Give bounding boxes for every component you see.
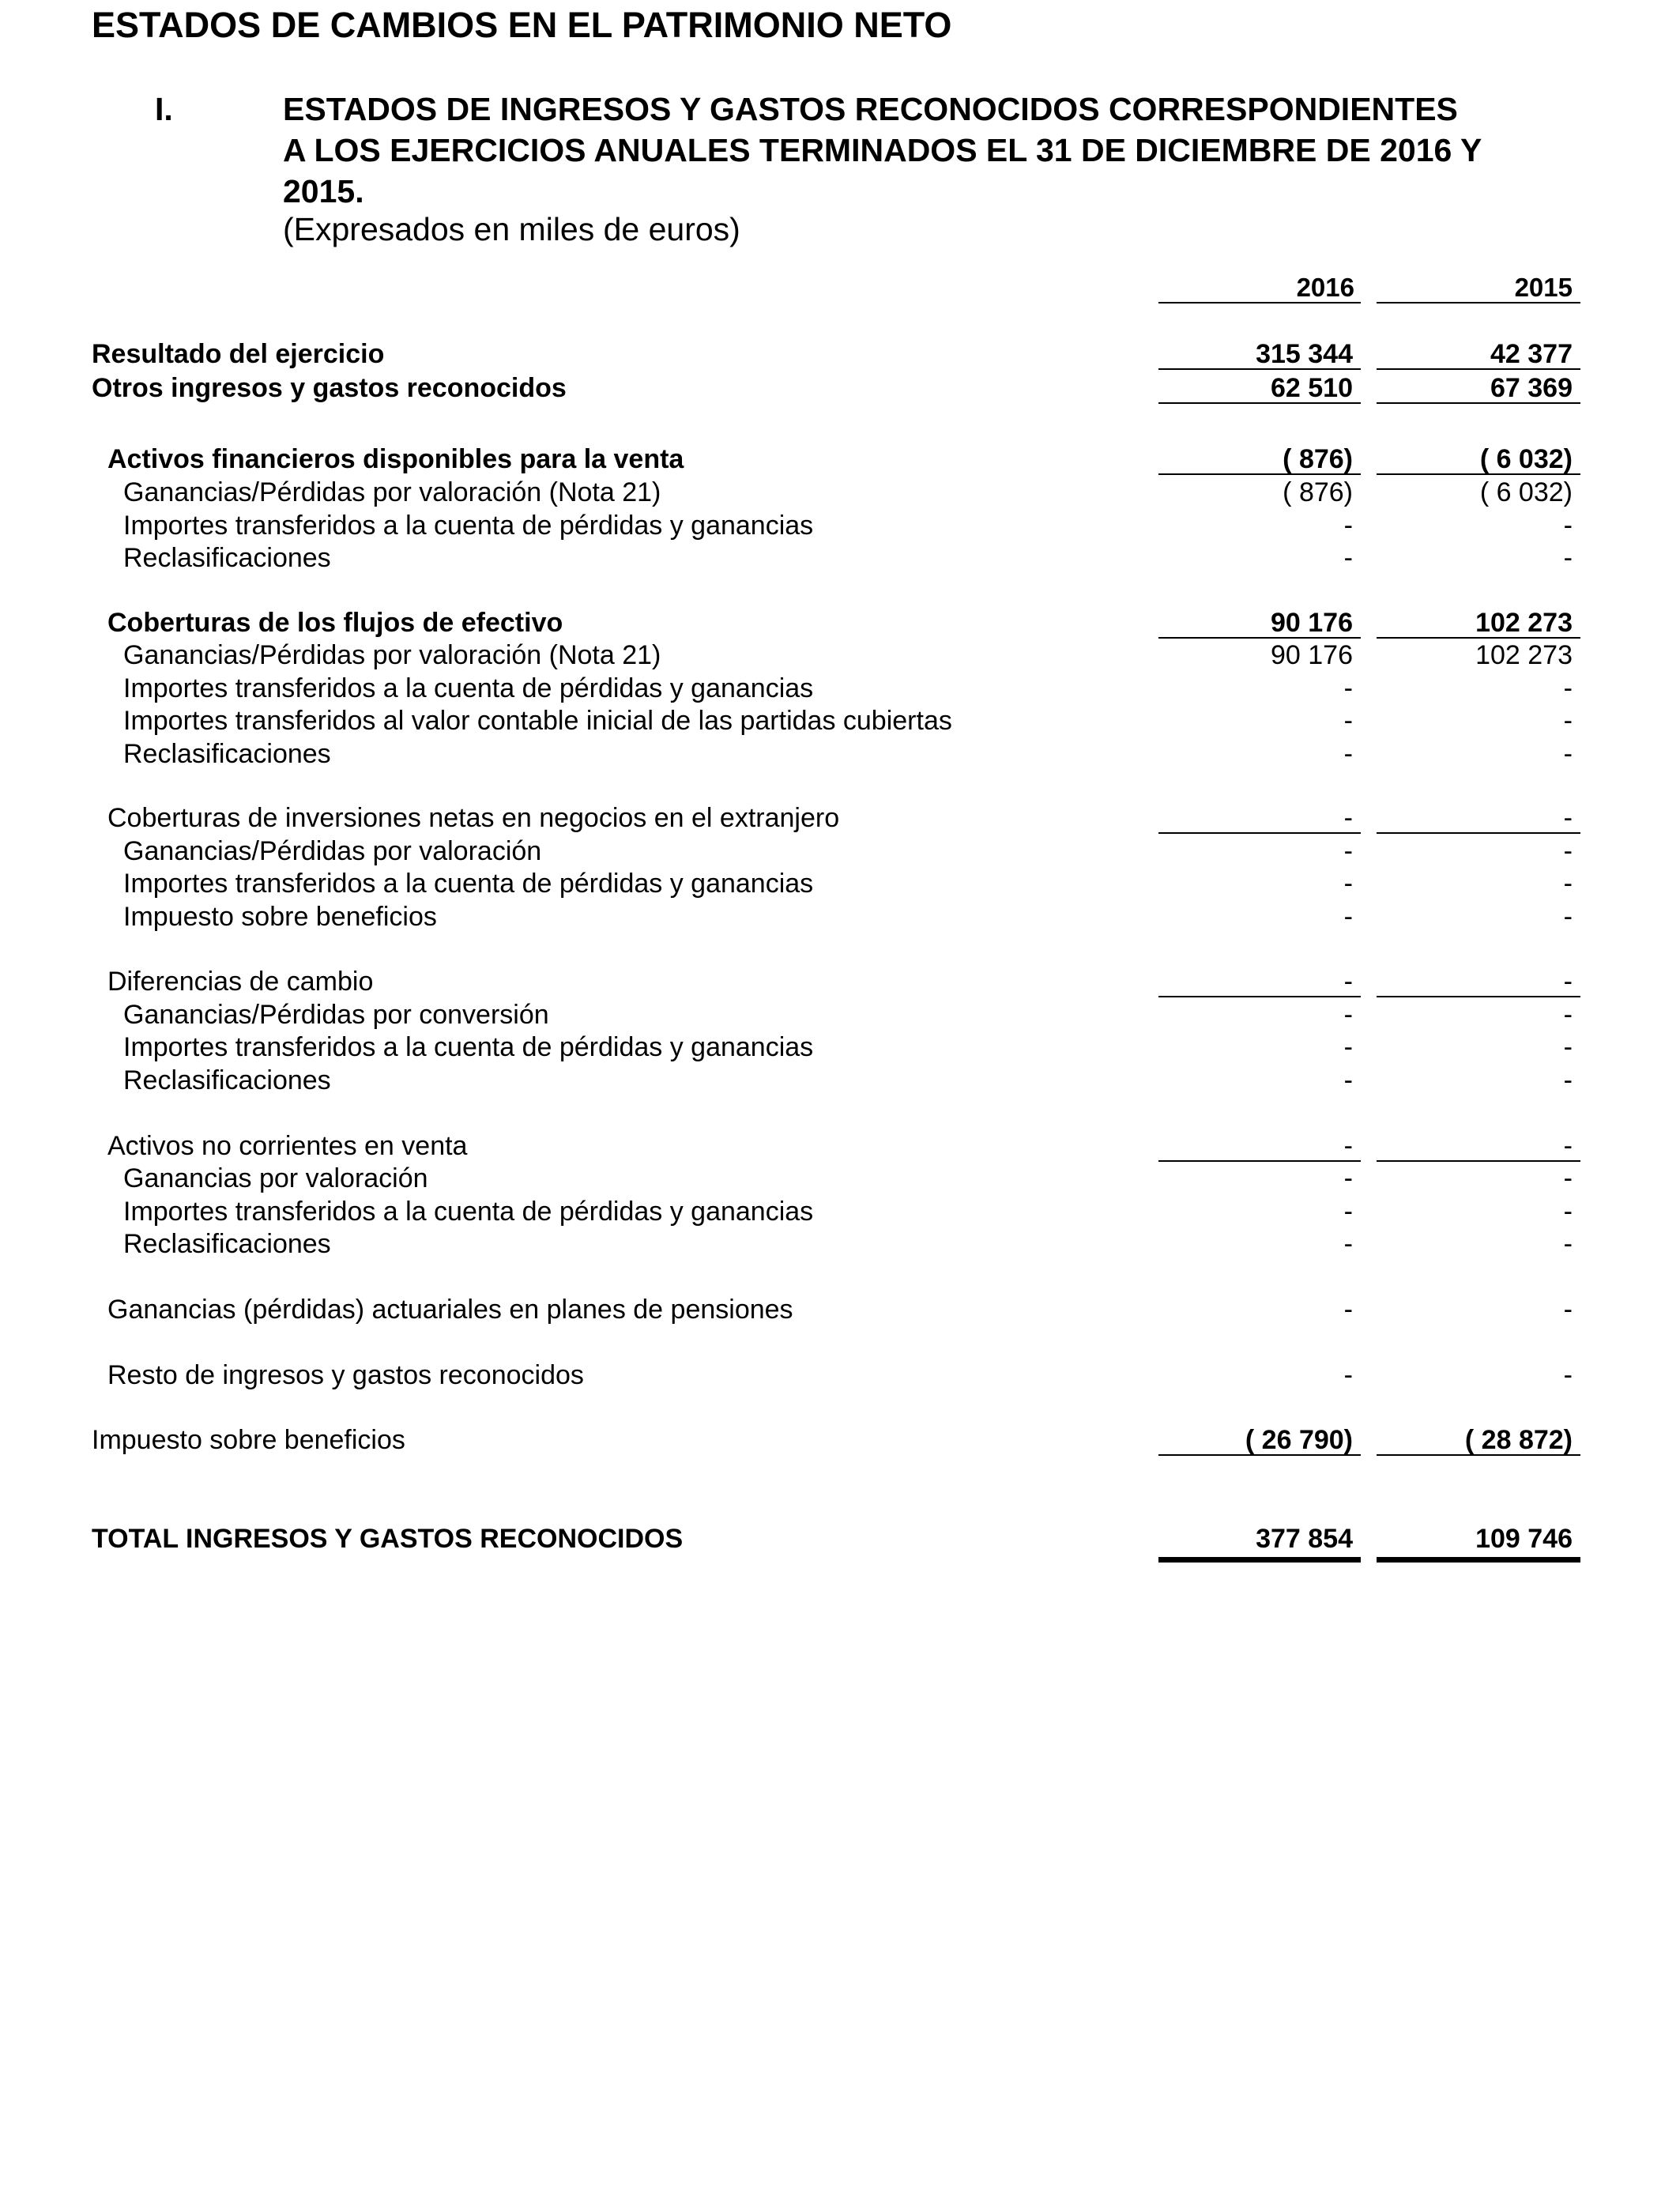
- table-row: [0, 705, 1680, 737]
- row-label: Resto de ingresos y gastos reconocidos: [107, 1360, 584, 1390]
- value-2015: -: [1563, 1032, 1573, 1062]
- value-2016: ( 876): [1158, 443, 1361, 475]
- row-label: Coberturas de inversiones netas en negocios en el extranjero: [107, 803, 840, 833]
- row-label: Activos no corrientes en venta: [107, 1131, 468, 1161]
- column-header-2016: 2016: [1158, 272, 1361, 303]
- row-label: Impuesto sobre beneficios: [123, 902, 437, 932]
- value-2015: -: [1563, 1229, 1573, 1259]
- value-2016: -: [1343, 1229, 1353, 1259]
- row-label: Importes transferidos a la cuenta de pérdidas y ganancias: [123, 869, 814, 899]
- value-2015: -: [1563, 1295, 1573, 1325]
- value-2015: 67 369: [1377, 372, 1580, 404]
- section-number: I.: [155, 91, 173, 127]
- table-row: [0, 802, 1680, 834]
- table-row: [0, 673, 1680, 704]
- table-row: [0, 1163, 1680, 1194]
- value-2015: -: [1563, 1360, 1573, 1390]
- value-2015: -: [1563, 706, 1573, 736]
- value-2015: -: [1563, 673, 1573, 703]
- table-row: [0, 999, 1680, 1031]
- value-2016: -: [1343, 1197, 1353, 1227]
- value-2015: -: [1377, 802, 1580, 834]
- value-2016: 90 176: [1271, 640, 1353, 670]
- row-label: Ganancias/Pérdidas por valoración (Nota 21): [123, 477, 661, 507]
- value-2016: -: [1343, 1360, 1353, 1390]
- row-label: Activos financieros disponibles para la venta: [107, 444, 684, 474]
- value-2015: -: [1563, 902, 1573, 932]
- value-2016: 90 176: [1158, 607, 1361, 639]
- section-subtitle: (Expresados en miles de euros): [283, 211, 740, 247]
- value-2015: ( 6 032): [1377, 443, 1580, 475]
- value-2016: 62 510: [1158, 372, 1361, 404]
- table-row: [0, 1523, 1680, 1555]
- value-2015: -: [1563, 869, 1573, 899]
- value-2015: -: [1563, 1163, 1573, 1193]
- value-2016: -: [1158, 1130, 1361, 1162]
- table-row: [0, 338, 1680, 370]
- section-title-line: 2015.: [283, 173, 364, 209]
- row-label: Diferencias de cambio: [107, 967, 374, 997]
- row-label: Coberturas de los flujos de efectivo: [107, 608, 563, 638]
- value-2016: -: [1343, 673, 1353, 703]
- row-label: Importes transferidos a la cuenta de pérdidas y ganancias: [123, 673, 814, 703]
- value-2016: -: [1343, 869, 1353, 899]
- value-2015: -: [1563, 739, 1573, 769]
- value-2016: -: [1343, 543, 1353, 573]
- value-2015: -: [1563, 836, 1573, 866]
- value-2015: -: [1563, 1000, 1573, 1030]
- row-label: Ganancias/Pérdidas por conversión: [123, 1000, 549, 1030]
- table-row: [0, 1065, 1680, 1096]
- row-label: Impuesto sobre beneficios: [92, 1425, 405, 1455]
- row-label: Ganancias (pérdidas) actuariales en planes de pensiones: [107, 1295, 793, 1325]
- row-label: Importes transferidos a la cuenta de pérdidas y ganancias: [123, 1032, 814, 1062]
- value-2016: -: [1343, 1065, 1353, 1095]
- row-label: Ganancias/Pérdidas por valoración (Nota 21): [123, 640, 661, 670]
- row-label: Importes transferidos a la cuenta de pérdidas y ganancias: [123, 1197, 814, 1227]
- table-row: [0, 738, 1680, 770]
- value-2016: -: [1343, 902, 1353, 932]
- row-label: Otros ingresos y gastos reconocidos: [92, 373, 567, 403]
- value-2015: 102 273: [1377, 607, 1580, 639]
- value-2015: ( 6 032): [1479, 477, 1573, 507]
- value-2016: 315 344: [1158, 338, 1361, 370]
- table-row: [0, 372, 1680, 404]
- value-2016: -: [1343, 836, 1353, 866]
- section-title-line: ESTADOS DE INGRESOS Y GASTOS RECONOCIDOS CORRESPONDIENTES: [283, 91, 1458, 127]
- table-row: [0, 1294, 1680, 1325]
- row-label: Reclasificaciones: [123, 739, 331, 769]
- row-label: Importes transferidos a la cuenta de pérdidas y ganancias: [123, 511, 814, 541]
- value-2015: 109 746: [1377, 1523, 1580, 1563]
- value-2016: -: [1343, 1032, 1353, 1062]
- value-2016: ( 26 790): [1158, 1424, 1361, 1456]
- row-label: Reclasificaciones: [123, 1229, 331, 1259]
- value-2015: -: [1377, 1130, 1580, 1162]
- table-row: [0, 639, 1680, 671]
- value-2016: -: [1343, 1295, 1353, 1325]
- value-2015: 42 377: [1377, 338, 1580, 370]
- document-title: ESTADOS DE CAMBIOS EN EL PATRIMONIO NETO: [92, 5, 952, 45]
- value-2016: ( 876): [1283, 477, 1353, 507]
- table-row: [0, 477, 1680, 508]
- column-header-2015: 2015: [1377, 272, 1580, 303]
- table-row: [0, 966, 1680, 997]
- value-2015: -: [1563, 1197, 1573, 1227]
- value-2016: -: [1343, 739, 1353, 769]
- table-row: [0, 510, 1680, 541]
- table-row: [0, 542, 1680, 574]
- value-2016: -: [1343, 706, 1353, 736]
- table-row: [0, 443, 1680, 475]
- row-label: Ganancias por valoración: [123, 1163, 428, 1193]
- value-2015: -: [1563, 511, 1573, 541]
- table-row: [0, 835, 1680, 867]
- value-2015: -: [1377, 966, 1580, 997]
- table-row: [0, 1424, 1680, 1456]
- table-row: [0, 1031, 1680, 1063]
- table-row: [0, 607, 1680, 639]
- table-row: [0, 1130, 1680, 1162]
- value-2016: -: [1343, 1163, 1353, 1193]
- value-2016: 377 854: [1158, 1523, 1361, 1563]
- value-2016: -: [1343, 511, 1353, 541]
- value-2015: -: [1563, 1065, 1573, 1095]
- value-2015: ( 28 872): [1377, 1424, 1580, 1456]
- row-label: TOTAL INGRESOS Y GASTOS RECONOCIDOS: [92, 1524, 684, 1554]
- value-2015: -: [1563, 543, 1573, 573]
- value-2016: -: [1158, 966, 1361, 997]
- table-row: [0, 1359, 1680, 1391]
- table-row: [0, 868, 1680, 899]
- row-label: Importes transferidos al valor contable inicial de las partidas cubiertas: [123, 706, 952, 736]
- value-2016: -: [1158, 802, 1361, 834]
- row-label: Ganancias/Pérdidas por valoración: [123, 836, 542, 866]
- row-label: Reclasificaciones: [123, 543, 331, 573]
- row-label: Resultado del ejercicio: [92, 339, 385, 369]
- table-row: [0, 1196, 1680, 1227]
- value-2016: -: [1343, 1000, 1353, 1030]
- section-title-line: A LOS EJERCICIOS ANUALES TERMINADOS EL 31 DE DICIEMBRE DE 2016 Y: [283, 132, 1482, 168]
- row-label: Reclasificaciones: [123, 1065, 331, 1095]
- value-2015: 102 273: [1475, 640, 1573, 670]
- table-row: [0, 1228, 1680, 1260]
- table-row: [0, 901, 1680, 933]
